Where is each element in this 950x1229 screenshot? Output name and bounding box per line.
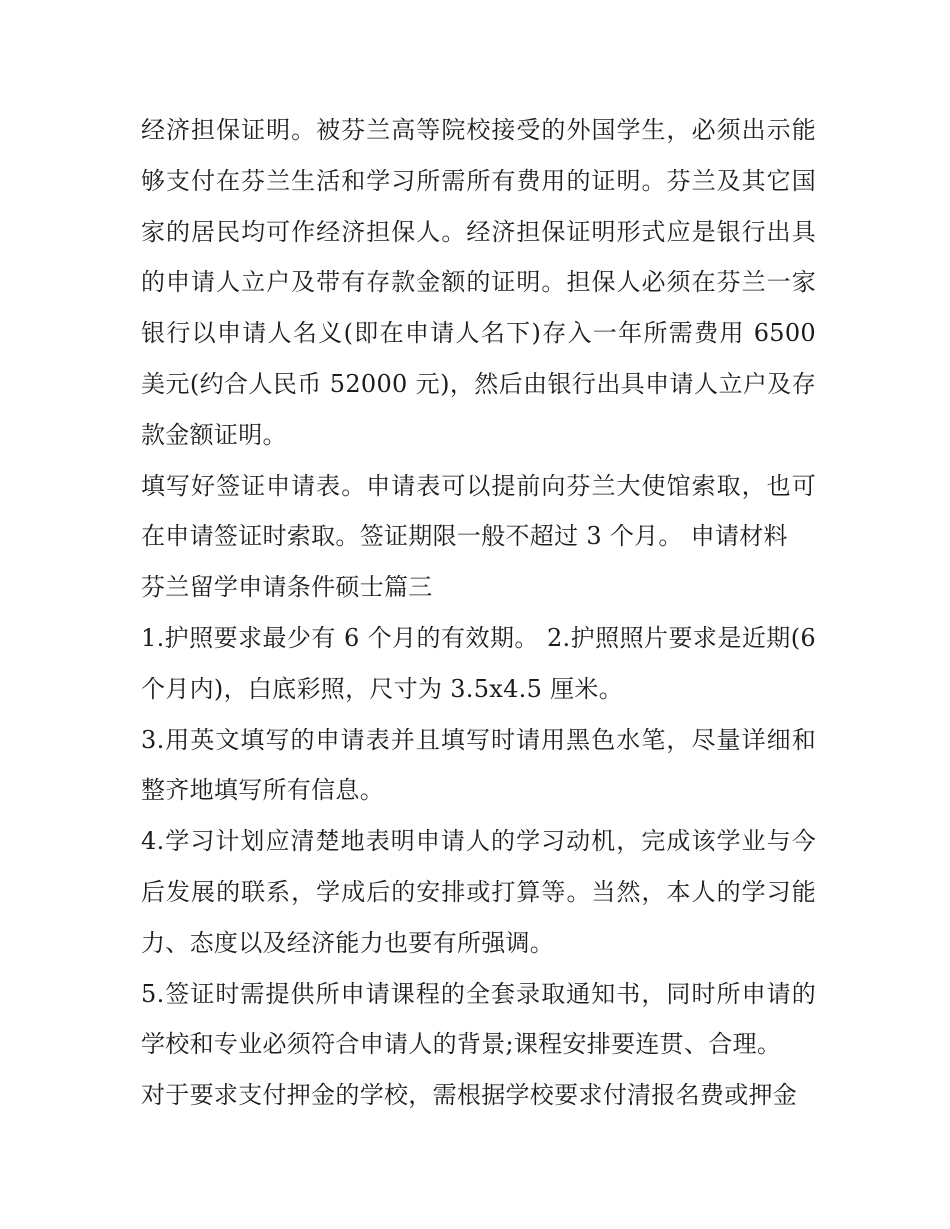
- list-item-study-plan: 4.学习计划应清楚地表明申请人的学习动机，完成该学业与今后发展的联系，学成后的安排或打算等。当然，本人的学习能力、态度以及经济能力也要有所强调。: [141, 827, 816, 957]
- paragraph-visa-application-form: 填写好签证申请表。申请表可以提前向芬兰大使馆索取，也可在申请签证时索取。签证期限一般不超过 3 个月。 申请材料: [141, 471, 816, 551]
- section-heading: 芬兰留学申请条件硕士篇三: [141, 573, 433, 602]
- list-item-application-form: 3.用英文填写的申请表并且填写时请用黑色水笔，尽量详细和整齐地填写所有信息。: [141, 725, 816, 805]
- paragraph-financial-guarantee: 经济担保证明。被芬兰高等院校接受的外国学生，必须出示能够支付在芬兰生活和学习所需所有费用的证明。芬兰及其它国家的居民均可作经济担保人。经济担保证明形式应是银行出具的申请人立户及带有存款金额的证明。担保人必须在芬兰一家银行以申请人名义(即在申请人名下)存入一年所需费用 6500 美元(约合人民币 52000 元)，然后由银行出具申请人立户及存款金额证明。: [141, 116, 816, 449]
- list-item-passport: 1.护照要求最少有 6 个月的有效期。 2.护照照片要求是近期(6 个月内)，白底彩照，尺寸为 3.5x4.5 厘米。: [141, 623, 816, 703]
- document-body: [141, 105, 816, 1121]
- paragraph-deposit: 对于要求支付押金的学校，需根据学校要求付清报名费或押金: [141, 1081, 798, 1110]
- list-item-admission-letter: 5.签证时需提供所申请课程的全套录取通知书，同时所申请的学校和专业必须符合申请人的背景;课程安排要连贯、合理。: [141, 979, 816, 1059]
